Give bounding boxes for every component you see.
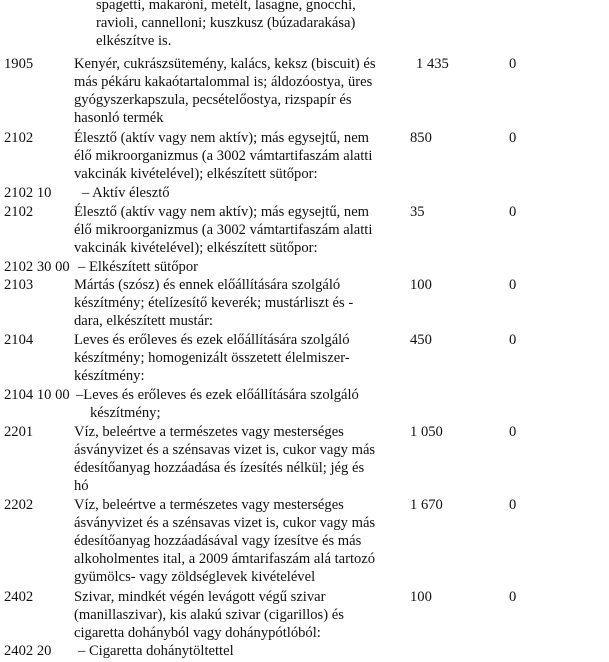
tariff-code: 2201 [4,424,34,440]
item-description [74,55,419,127]
item-description [76,386,421,422]
quantity-value: 450 [410,332,432,348]
description-line: alkoholmentes ital, a 2009 ámtarifaszám alá tartozó [74,551,376,567]
description-line: édesítőanyag hozzáadása és ízesítés nélkül; jég és [74,460,365,476]
tariff-code: 2103 [4,277,34,293]
quantity-value: 35 [410,204,425,220]
description-line: ravioli, cannelloni; kuszkusz (búzadarakása) [96,15,356,31]
tariff-code: 2102 30 00 [4,259,70,275]
rate-value: 0 [509,589,517,605]
description-line: Víz, beleértve a természetes vagy mesterséges [74,497,344,513]
description-line: élő mikroorganizmus (a 3002 vámtartifaszám alatti [74,222,373,238]
description-line: hó [74,478,89,494]
tariff-code: 2102 [4,130,34,146]
description-line: cigaretta dohányból vagy dohánypótlóból: [74,625,321,641]
description-line: – Cigaretta dohánytöltettel [78,643,234,659]
description-line: Leves és erőleves és ezek előállítására szolgáló [74,332,350,348]
description-line: Élesztő (aktív vagy nem aktív); más egysejtű, nem [74,204,370,220]
description-line: készítmény; ételízesítő keverék; mustárliszt és - [74,295,354,311]
item-description [74,203,419,257]
description-line: készítmény; homogenizált összetett élelmiszer- [74,350,350,366]
quantity-value: 850 [410,130,432,146]
item-description [74,276,419,330]
item-description [74,588,419,642]
tariff-code: 1905 [4,56,34,72]
item-description [82,184,427,202]
description-line: Szivar, mindkét végén levágott végű szivar [74,589,326,605]
tariff-code: 2104 [4,332,34,348]
tariff-code: 2102 10 [4,185,52,201]
description-line: dara, elkészített mustár: [74,313,213,329]
tariff-code: 2402 [4,589,34,605]
description-line: Mártás (szósz) és ennek előállítására szolgáló [74,277,341,293]
description-line: spagetti, makaróni, metélt, lasagne, gnocchi, [96,0,356,13]
item-description [74,423,419,495]
quantity-value: 1 435 [416,56,449,72]
rate-value: 0 [509,497,517,513]
description-line: elkészítve is. [96,33,172,49]
quantity-value: 100 [410,277,432,293]
rate-value: 0 [509,56,517,72]
rate-value: 0 [509,204,517,220]
description-line: más pékáru kakaótartalommal is; áldozóostya, üres [74,74,373,90]
description-line: készítmény: [74,368,145,384]
tariff-code: 2102 [4,204,34,220]
rate-value: 0 [509,277,517,293]
description-line: hasonló termék [74,110,164,126]
description-line: Élesztő (aktív vagy nem aktív); más egysejtű, nem [74,130,370,146]
tariff-code: 2104 10 00 [4,387,70,403]
description-line: vakcinák kivételével); elkészített sütőpor: [74,240,318,256]
tariff-code: 2402 20 [4,643,52,659]
description-line: ásványvizet és a szénsavas vizet is, cukor vagy más [74,515,376,531]
rate-value: 0 [509,332,517,348]
description-line: gyümölcs- vagy zöldséglevek kivételével [74,569,316,585]
description-line: Kenyér, cukrászsütemény, kalács, keksz (biscuit) és [74,56,376,72]
description-line: édesítőanyag hozzáadásával vagy ízesítve és más [74,533,362,549]
description-line: készítmény; [90,405,161,421]
tariff-code: 2202 [4,497,34,513]
quantity-value: 1 050 [410,424,443,440]
description-line: (manillaszivar), kis alakú szivar (cigarillos) és [74,607,344,623]
item-description [74,129,419,183]
description-line: –Leves és erőleves és ezek előállítására szolgáló [76,387,359,403]
rate-value: 0 [509,424,517,440]
description-line: – Aktív élesztő [82,185,170,201]
description-line: – Elkészített sütőpor [78,259,198,275]
description-line: gyógyszerkapszula, pecsételőostya, rizspapír és [74,92,352,108]
item-description [78,258,423,276]
item-description [78,642,423,660]
description-line: Víz, beleértve a természetes vagy mesterséges [74,424,344,440]
description-line: vakcinák kivételével); elkészített sütőpor: [74,166,318,182]
quantity-value: 100 [410,589,432,605]
description-line: élő mikroorganizmus (a 3002 vámtartifaszám alatti [74,148,373,164]
rate-value: 0 [509,130,517,146]
item-description [74,0,441,50]
description-line: ásványvizet és a szénsavas vizet is, cukor vagy más [74,442,376,458]
quantity-value: 1 670 [410,497,443,513]
item-description [74,331,419,385]
item-description [74,496,419,586]
